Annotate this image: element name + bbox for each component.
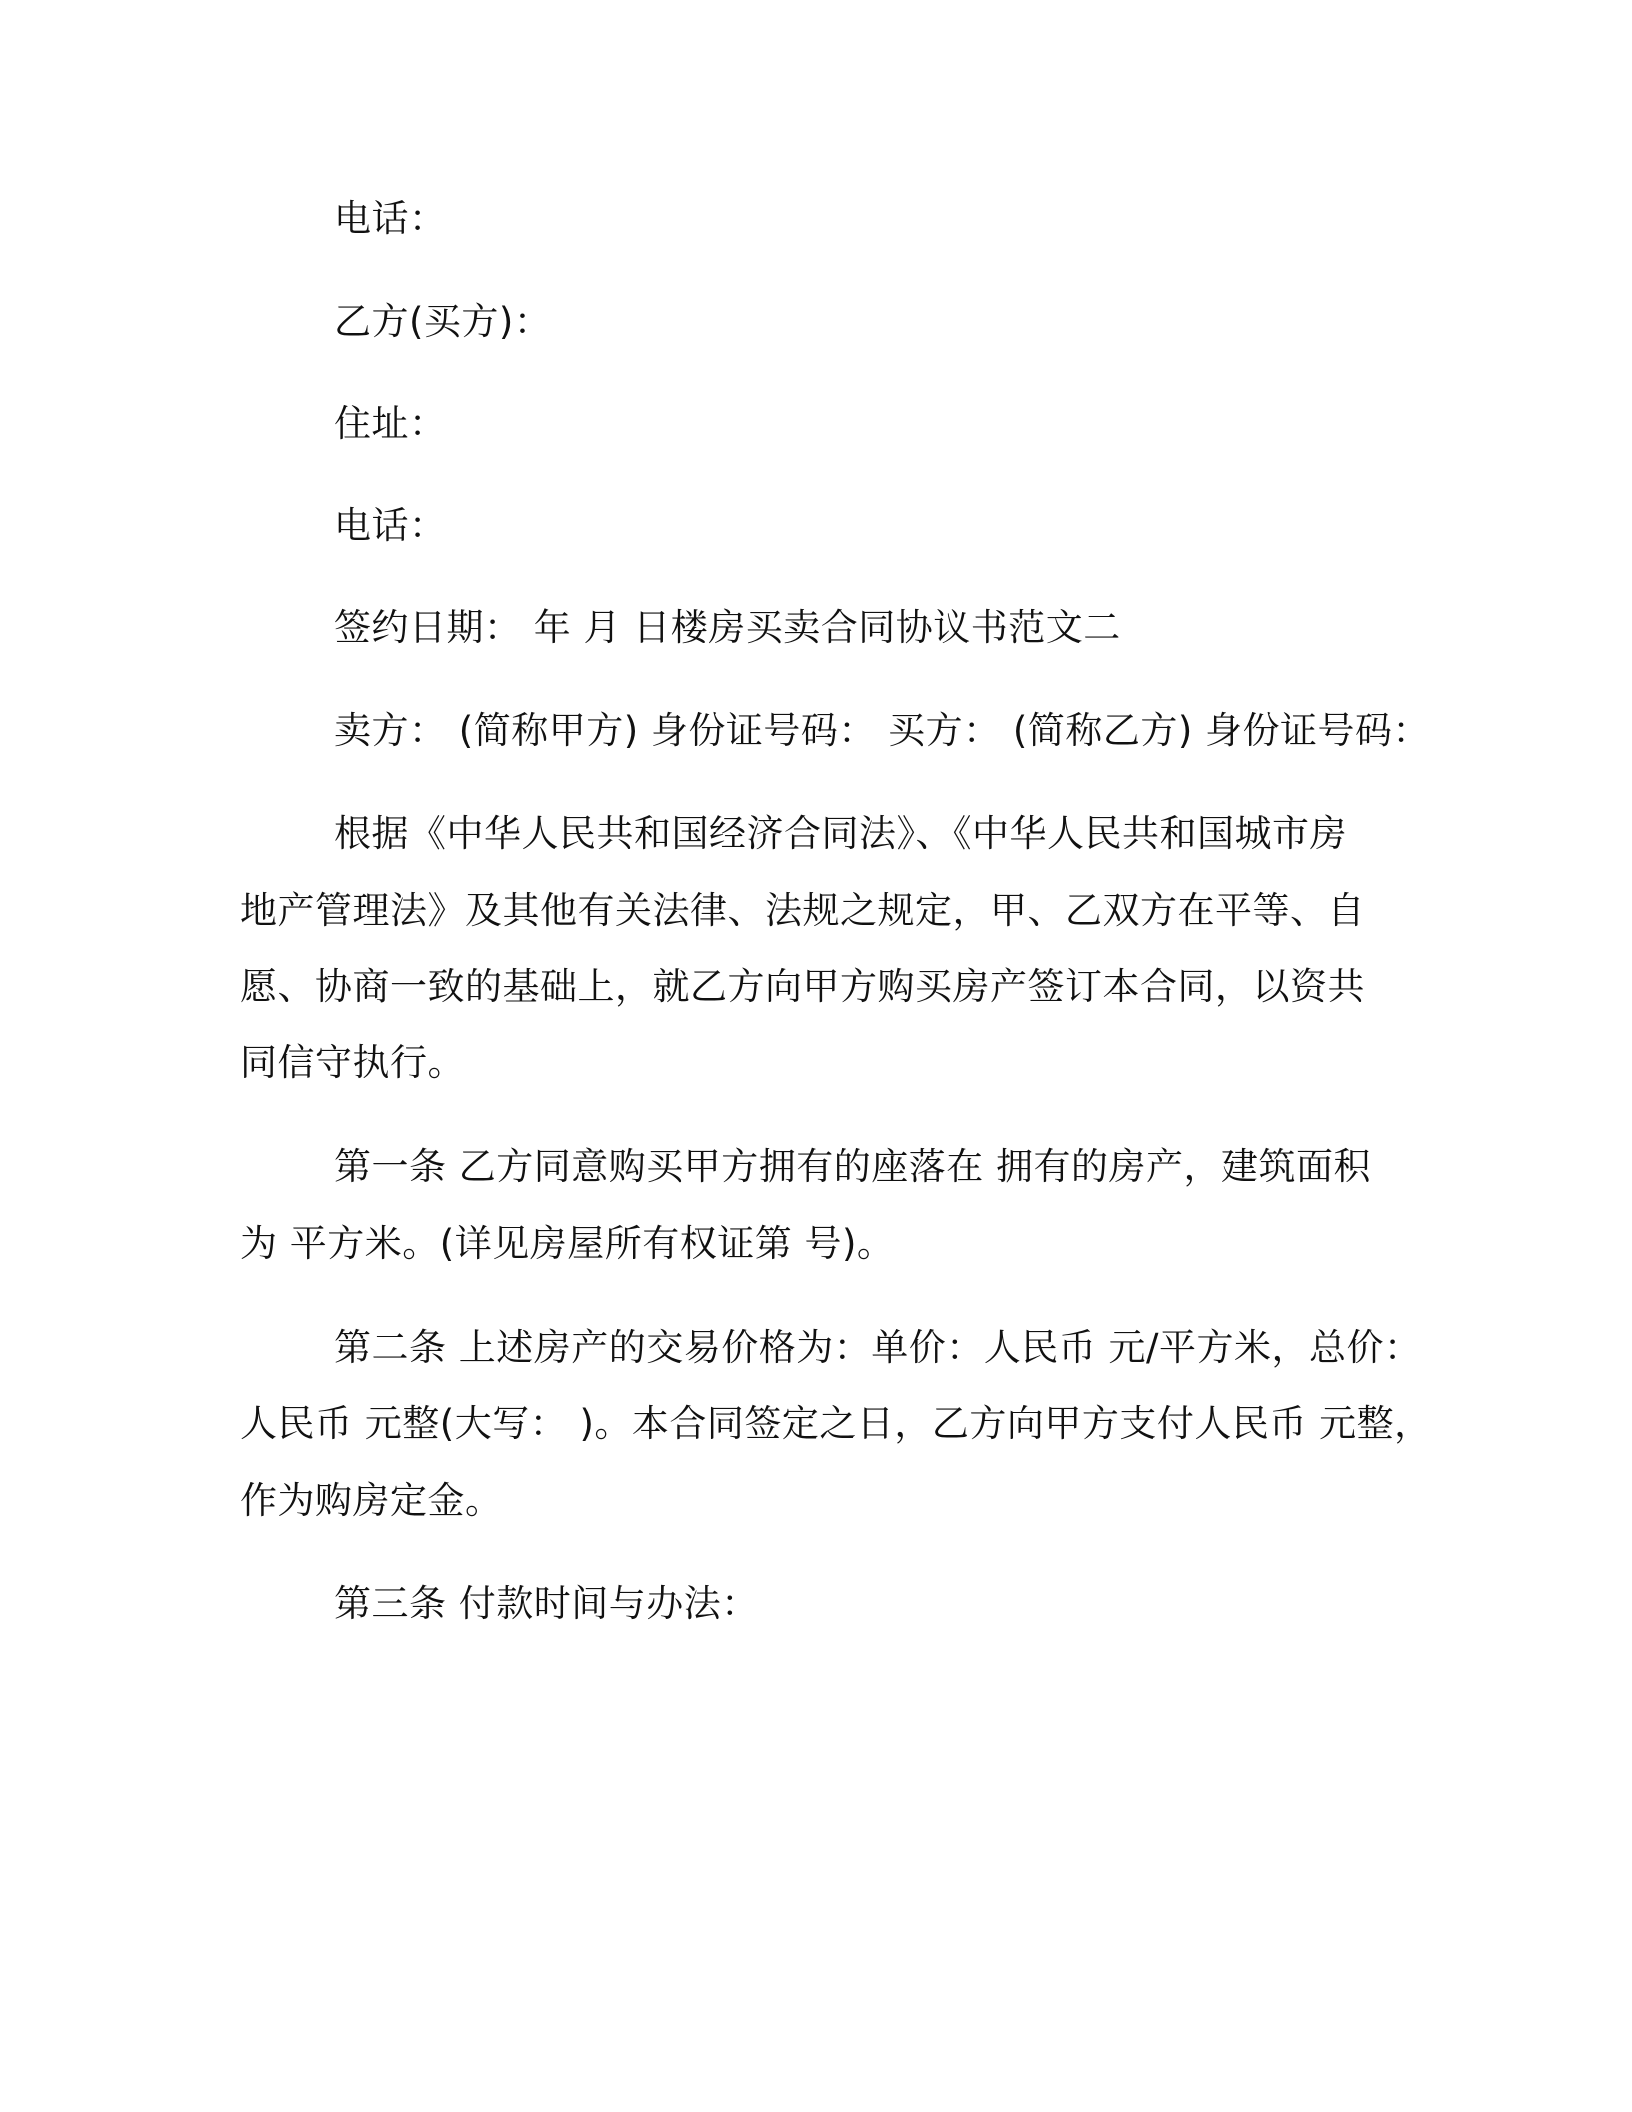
article-1-line-1: 第一条 乙方同意购买甲方拥有的座落在 拥有的房产，建筑面积 (334, 1145, 1372, 1188)
preamble-line-2: 地产管理法》及其他有关法律、法规之规定，甲、乙双方在平等、自 (240, 889, 1365, 932)
article-2-line-3: 作为购房定金。 (240, 1479, 503, 1522)
signing-date-line: 签约日期： 年 月 日楼房买卖合同协议书范文二 (334, 606, 1121, 649)
party-b-buyer-label: 乙方(买方)： (334, 300, 552, 343)
preamble-line-1: 根据《中华人民共和国经济合同法》、《中华人民共和国城市房 (334, 812, 1347, 855)
article-2-line-2: 人民币 元整(大写： )。本合同签定之日，乙方向甲方支付人民币 元整， (240, 1402, 1432, 1445)
article-3-heading: 第三条 付款时间与办法： (334, 1582, 759, 1625)
address-label: 住址： (334, 402, 447, 445)
article-1-line-2: 为 平方米。(详见房屋所有权证第 号)。 (240, 1222, 895, 1265)
seller-buyer-id-line: 卖方： (简称甲方) 身份证号码： 买方： (简称乙方) 身份证号码： (334, 709, 1431, 752)
phone-label-buyer: 电话： (334, 504, 447, 547)
preamble-line-4: 同信守执行。 (240, 1041, 465, 1084)
article-2-line-1: 第二条 上述房产的交易价格为：单价：人民币 元/平方米，总价： (334, 1326, 1422, 1369)
preamble-line-3: 愿、协商一致的基础上，就乙方向甲方购买房产签订本合同，以资共 (240, 965, 1365, 1008)
phone-label-seller: 电话： (334, 197, 447, 240)
